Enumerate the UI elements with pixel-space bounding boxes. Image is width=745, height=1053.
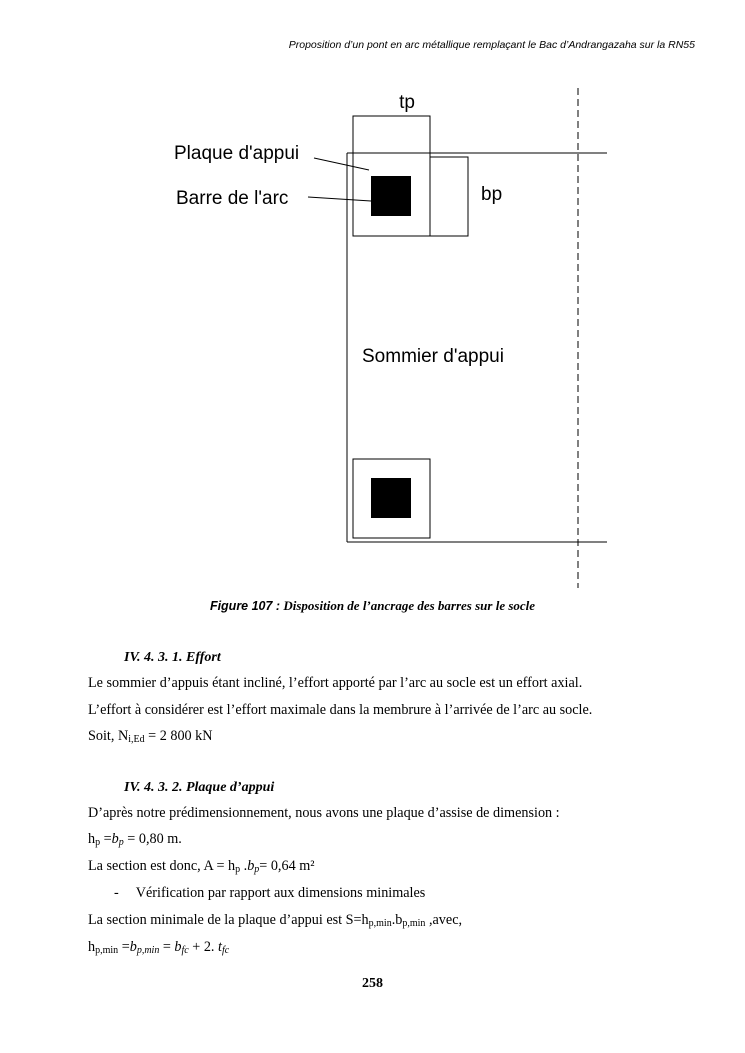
subscript: p,min bbox=[136, 945, 160, 956]
bullet-item bbox=[114, 885, 425, 902]
subscript: p,min bbox=[95, 945, 119, 956]
sommier-label: Sommier d'appui bbox=[362, 346, 504, 367]
barre-label: Barre de l'arc bbox=[176, 188, 289, 209]
bullet-text: Vérification par rapport aux dimensions minimales bbox=[135, 885, 426, 901]
text-run: = bbox=[118, 939, 130, 955]
text-run: ,avec, bbox=[425, 912, 463, 928]
math-var: t bbox=[218, 939, 222, 955]
paragraph: D’après notre prédimensionnement, nous avons une plaque d’assise de dimension : bbox=[88, 805, 560, 821]
text-run: h bbox=[88, 831, 96, 847]
text-run: .b bbox=[391, 912, 403, 928]
section-heading-effort: IV. 4. 3. 1. Effort bbox=[124, 650, 221, 665]
bp-dimension-box bbox=[430, 157, 468, 236]
formula-hp-min bbox=[88, 939, 229, 956]
plaque-label: Plaque d'appui bbox=[174, 143, 300, 164]
text-run: La section est donc, A = h bbox=[88, 858, 236, 874]
bp-label: bp bbox=[481, 184, 503, 205]
lower-arc-bar bbox=[371, 478, 411, 518]
subscript: fc bbox=[181, 945, 189, 956]
paragraph-min-section bbox=[88, 912, 462, 929]
tp-label: tp bbox=[399, 92, 415, 113]
subscript: fc bbox=[221, 945, 230, 956]
text-run: = 0,80 m. bbox=[123, 831, 182, 847]
subscript: p bbox=[235, 864, 241, 875]
section-heading-plaque: IV. 4. 3. 2. Plaque d’appui bbox=[124, 780, 275, 795]
running-header: Proposition d’un pont en arc métallique remplaçant le Bac d’Andrangazaha sur la RN55 bbox=[288, 39, 695, 51]
text-run: . bbox=[240, 858, 248, 874]
subscript: p,min bbox=[402, 918, 426, 929]
paragraph-plate-dimension bbox=[88, 831, 182, 848]
text-run: = 0,64 m² bbox=[259, 858, 315, 874]
paragraph: L’effort à considérer est l’effort maximale dans la membrure à l’arrivée de l’arc au socle. bbox=[88, 702, 593, 718]
text-run: = 2 800 kN bbox=[144, 728, 213, 744]
text-run: h bbox=[88, 939, 96, 955]
text-run: = bbox=[100, 831, 112, 847]
upper-arc-bar bbox=[371, 176, 411, 216]
text-run: Soit, N bbox=[88, 728, 129, 744]
page-number: 258 bbox=[362, 976, 383, 991]
barre-leader-line bbox=[308, 197, 371, 201]
bullet-dash: - bbox=[114, 885, 119, 901]
math-var: b bbox=[129, 939, 137, 955]
subscript: i,Ed bbox=[128, 734, 145, 745]
math-var: b bbox=[247, 858, 255, 874]
subscript: p bbox=[254, 864, 260, 875]
plaque-leader-line bbox=[314, 158, 369, 170]
math-var: b bbox=[174, 939, 182, 955]
subscript: p bbox=[118, 837, 124, 848]
paragraph-effort-value bbox=[88, 728, 213, 745]
paragraph-section-area bbox=[88, 858, 315, 875]
paragraph: Le sommier d’appuis étant incliné, l’effort apporté par l’arc au socle est un effort axial. bbox=[88, 675, 583, 691]
figure-caption-text: Disposition de l’ancrage des barres sur le socle bbox=[283, 598, 536, 613]
figure-caption bbox=[0, 598, 745, 614]
subscript: p,min bbox=[368, 918, 392, 929]
figure-caption-label: Figure 107 : bbox=[209, 599, 281, 613]
subscript: p bbox=[95, 837, 101, 848]
text-run: La section minimale de la plaque d’appui est S=h bbox=[88, 912, 369, 928]
text-run: = bbox=[159, 939, 175, 955]
math-var: b bbox=[111, 831, 119, 847]
text-run: + 2. bbox=[188, 939, 219, 955]
